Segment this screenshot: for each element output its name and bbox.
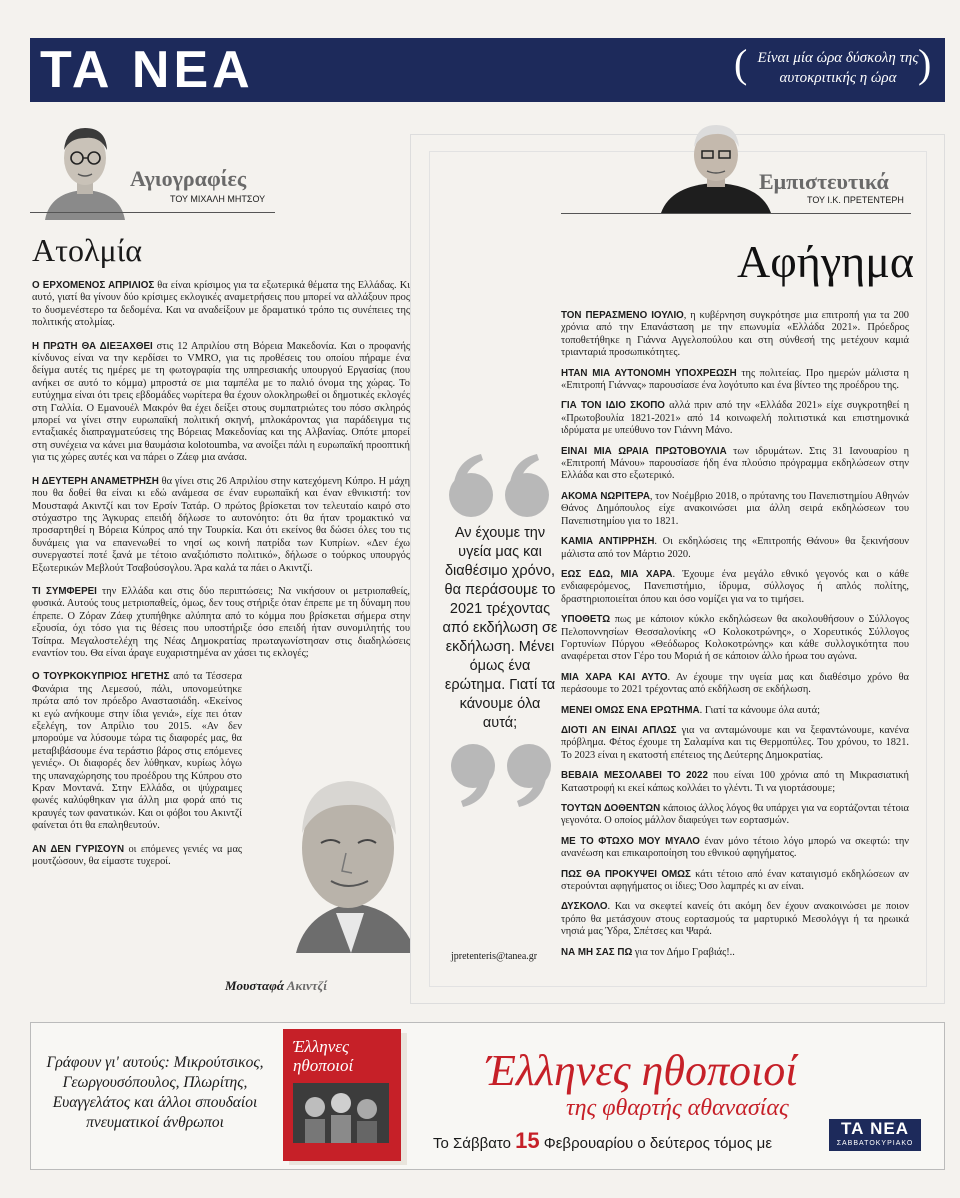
right-column	[410, 134, 945, 1004]
paragraph: ΓΙΑ ΤΟΝ ΙΔΙΟ ΣΚΟΠΟ αλλά πριν από την «Ελλάδα 2021» είχε συγκροτηθεί η «Πρωτοβουλία 1821-2021» από 14 κοινωφελή πολιτιστικά και επιστημονικά ιδρύματα με υπεύθυνο τον Γιάννη Μάνο.	[561, 400, 910, 437]
headline-left: Ατολμία	[32, 232, 143, 268]
pull-quote	[441, 450, 559, 815]
paragraph: ΔΙΟΤΙ ΑΝ ΕΙΝΑΙ ΑΠΛΩΣ για να ανταμώνουμε και να ξεφαντώνουμε, κανένα πρόβλημα. Φέτος έχουμε τη Σαλαμίνα και τις Θερμοπύλες. Του χρόνου, το 1821. Το 2023 είναι η εκατοστή επέτειος της Δεύτερης Δημοκρατίας.	[561, 724, 909, 761]
close-quote-icon	[441, 741, 559, 811]
ta-nea-weekend-logo	[829, 1119, 921, 1151]
headline-right: Αφήγημα	[737, 236, 914, 287]
paren-left: (	[734, 41, 748, 86]
paragraph: Ο ΤΟΥΡΚΟΚΥΠΡΙΟΣ ΗΓΕΤΗΣ από τα Τέσσερα Φανάρια της Λεμεσού, πάλι, υπονομεύτηκε πρώτα από τον πρόεδρο Αναστασιάδη. «Εκείνος κι εγώ ανήκουμε στην ίδια γενιά», είχε πει όταν εξελέγη, τον Απρίλιο του 2015. «Αν δεν μπορούμε να λύσουμε τώρα τις διαφορές μας, θα μεταβιβάσουμε ένα τεράστιο βάρος στις επόμενες γενιές». Οι διαφορές δεν λύθηκαν, κυρίως λόγω της υπαναχώρησης του προέδρου της Κύπρου στο Κραν Μοντανά. Στην Ελλάδα, οι ψύχραιμες φωνές καλύφθηκαν για άλλη μια φορά από τις κραυγές των φανατικών. Και οι φόβοι του Ακιντζί φαίνεται ότι θα επαληθευτούν.	[32, 671, 242, 832]
ad-subtitle: της φθαρτής αθανασίας	[566, 1095, 789, 1121]
divider-left	[30, 212, 275, 213]
article-right	[561, 310, 909, 967]
paragraph: ΠΩΣ ΘΑ ΠΡΟΚΥΨΕΙ ΟΜΩΣ κάτι τέτοιο από έναν καταιγισμό εκδηλώσεων αν στερούνται αφηγήματος οι ίδιες; Όσο λαμπρές κι αν είναι.	[561, 868, 909, 893]
caption-last-name: Ακιντζί	[286, 978, 327, 993]
mini-logo-subtitle: ΣΑΒΒΑΤΟΚΥΡΙΑΚΟ	[836, 1140, 914, 1147]
ad-date-suffix: Φεβρουαρίου ο δεύτερος τόμος με	[543, 1135, 773, 1152]
masthead-tagline: Είναι μία ώρα δύσκολη της αυτοκριτικής η ώρα	[757, 50, 919, 86]
ad-date-number: 15	[515, 1128, 540, 1153]
paragraph: ΝΑ ΜΗ ΣΑΣ ΠΩ για τον Δήμο Γραβιάς!..	[561, 946, 735, 958]
paragraph: ΚΑΜΙΑ ΑΝΤΙΡΡΗΣΗ. Οι εκδηλώσεις της «Επιτροπής Θάνου» θα ξεκινήσουν μάλιστα από τον Μάρτιο 2020.	[561, 536, 909, 560]
photo-caption	[225, 978, 327, 994]
byline-left: ΤΟΥ ΜΙΧΑΛΗ ΜΗΤΣΟΥ	[170, 194, 266, 204]
author-portrait-mitsos	[40, 120, 130, 220]
paragraph: Η ΠΡΩΤΗ ΘΑ ΔΙΕΞΑΧΘΕΙ στις 12 Απριλίου στη Βόρεια Μακεδονία. Και ο προφανής κίνδυνος είναι να την κερδίσει το VMRO, για τις προθέσεις του οποίου πήραμε ένα δείγμα αυτές τις ημέρες με τη φωτογραφία της υπηρεσιακής υπουργού Εργασίας (που ανήκει σε αυτό το κόμμα) μπροστά σε μια ταμπέλα με το παλιό όνομα της χώρας. Το ευτύχημα είναι ότι τρεις εβδομάδες νωρίτερα θα έχουν ολοκληρωθεί οι δημοτικές εκλογές στη Γαλλία. Ο Εμανουέλ Μακρόν θα έχει δείξει στους συμπατριώτες του πόσο σκληρός μπορεί να γίνει στην ευρωπαϊκή πολιτική σκηνή, μπλοκάροντας για παράδειγμα τις ενταξιακές διαπραγματεύσεις της Βόρειας Μακεδονίας και της Αλβανίας. Οπότε μπορεί στη συνέχεια να κάνει μια θαυμάσια kolotoumba, να ανοίξει πάλι η ευρωπαϊκή προοπτική για τις χώρες αυτές και να πάρει ο Ζάεφ μια ανάσα.	[32, 340, 411, 464]
paragraph: ΔΥΣΚΟΛΟ. Και να σκεφτεί κανείς ότι ακόμη δεν έχουν ανακοινώσει με ποιον τρόπο θα μετάσχουν στους εορτασμούς τα μαρτυρικό Μεσολόγγι ή τα ηρωικά νησιά μας Ύδρα, Σπέτσες και Ψαρά.	[561, 901, 909, 938]
column-title-left: Αγιογραφίες	[130, 166, 247, 191]
paragraph: ΜΕ ΤΟ ΦΤΩΧΟ ΜΟΥ ΜΥΑΛΟ έναν μόνο τέτοιο λόγο μπορώ να σκεφτώ: την ανανέωση και επικαιροποίηση του εθνικού αφηγήματος.	[561, 835, 910, 860]
masthead	[30, 38, 945, 102]
paragraph: ΑΚΟΜΑ ΝΩΡΙΤΕΡΑ, τον Νοέμβριο 2018, ο πρύτανης του Πανεπιστημίου Αθηνών Θάνος Δημόπουλος είχε ανακοινώσει μια άλλη σειρά εκδηλώσεων του Πανεπιστημίου για το 1821.	[561, 490, 909, 527]
left-column	[30, 108, 415, 1008]
ad-banner[interactable]	[30, 1022, 945, 1170]
paragraph: ΜΙΑ ΧΑΡΑ ΚΑΙ ΑΥΤΟ. Αν έχουμε την υγεία μας και διαθέσιμο χρόνο θα περάσουμε το 2021 τρέχοντας από εκδήλωση σε εκδήλωση.	[561, 671, 909, 696]
paragraph: ΤΙ ΣΥΜΦΕΡΕΙ την Ελλάδα και στις δύο περιπτώσεις; Να νικήσουν οι μετριοπαθείς, φυσικά. Αυτούς τους μετριοπαθείς, όμως, δεν τους στήριξε όταν έπρεπε με τη δύναμη που έπρεπε. Ο Ζόραν Ζάεφ χτυπήθηκε αλύπητα από το κόμμα που βρίσκεται σήμερα στην εξουσία, όχι τόσο για τις θέσεις που υποστήριξε όσο επειδή ήταν συνομιλητής του Τσίπρα. Μεγαλοστελέχη της Νέας Δημοκρατίας πρωταγωνίστησαν στις διαδηλώσεις εναντίον του. Θα είναι άραγε ευχαριστημένα αν χάσει τις εκλογές;	[32, 585, 410, 659]
ad-title: Έλληνες ηθοποιοί	[486, 1046, 798, 1095]
open-quote-icon	[441, 450, 559, 520]
book-cover	[281, 1027, 411, 1167]
paragraph: ΤΟΝ ΠΕΡΑΣΜΕΝΟ ΙΟΥΛΙΟ, η κυβέρνηση συγκρότησε μια επιτροπή για τα 200 χρόνια από την Επανάσταση με την επωνυμία «Ελλάδα 2021». Πρόεδρος τοποθετήθηκε η Γιάννα Αγγελοπούλου και στη σύνθεσή της μετέχουν καμιά τριανταριά προσωπικότητες.	[561, 310, 909, 359]
paragraph: Η ΔΕΥΤΕΡΗ ΑΝΑΜΕΤΡΗΣΗ θα γίνει στις 26 Απριλίου στην κατεχόμενη Κύπρο. Η μάχη που θα δοθεί θα είναι κι εδώ ανάμεσα σε έναν ευρωπαϊκή και έναν εθνικιστή: τον Μουσταφά Ακιντζί και τον Ερσίν Τατάρ. Ο πρώτος βρίσκεται τον τελευταίο καιρό στο στόχαστρο της Άγκυρας επειδή δήλωσε το αυτονόητο: ότι θα ήταν τρομακτικό να προσαρτηθεί η Βόρεια Κύπρος από την Τουρκία. Και ότι εκείνος θα δώσει όλες του τις δυνάμεις για να επανενωθεί το νησί ως κοινή πατρίδα των Κυπρίων. «Δεν έχω συνεργαστεί ποτέ ξανά με τέτοιο αναξιόπιστο πολιτικό», δήλωσε ο τούρκος υπουργός Εξωτερικών Μεβλούτ Τσαβούσογλου. Άρα καλά τα πάει ο Ακιντζί.	[32, 475, 410, 574]
byline-right: ΤΟΥ Ι.Κ. ΠΡΕΤΕΝΤΕΡΗ	[807, 195, 904, 205]
ad-authors-text: Γράφουν γι' αυτούς: Μικρούτσικος, Γεωργουσόπουλος, Πλωρίτης, Ευαγγελάτος και άλλοι σπουδαίοι πνευματικοί άνθρωποι	[46, 1054, 264, 1131]
paragraph: ΤΟΥΤΩΝ ΔΟΘΕΝΤΩΝ κάποιος άλλος λόγος θα υπάρχει για να εορτάζονται τέτοια γεγονότα. Ο οποίος μάλλον διαφεύγει των εορτασμών.	[561, 803, 909, 827]
paragraph: ΥΠΟΘΕΤΩ πως με κάποιον κύκλο εκδηλώσεων θα ακολουθήσουν ο Σύλλογος Πελοποννησίων Θεσσαλονίκης «Ο Κολοκοτρώνης», ο Χορευτικός Σύλλογος Γορτυνίων Πύργου «Θεόδωρος Κολοκοτρώνης» και κάθε συλλογικότητα που αναφέρεται στον Γέρο του Μοριά ή σε κάποιον άλλο ήρωα του αγώνα.	[561, 614, 909, 663]
divider-right	[561, 213, 911, 214]
ad-date-line	[433, 1128, 772, 1154]
akinci-photo	[276, 763, 421, 953]
mini-logo-title: ΤΑ ΝΕΑ	[840, 1119, 909, 1138]
paragraph: Ο ΕΡΧΟΜΕΝΟΣ ΑΠΡΙΛΙΟΣ θα είναι κρίσιμος για τα εξωτερικά θέματα της Ελλάδας. Κι αυτό, γιατί θα γίνουν δύο κρίσιμες εκλογικές αναμετρήσεις που μπορεί να αλλάξουν προς το δυσμενέστερο τα δεδομένα. Και να αναδείξουν με δραματικό τρόπο τις συνέπειες της πολιτικής ατολμίας.	[32, 280, 410, 329]
ad-date-prefix: Το Σάββατο	[433, 1135, 511, 1152]
author-email: jpretenteris@tanea.gr	[451, 951, 538, 962]
paragraph: ΒΕΒΑΙΑ ΜΕΣΟΛΑΒΕΙ ΤΟ 2022 που είναι 100 χρόνια από τη Μικρασιατική Καταστροφή κι εκεί κάπως κολλάει το γλέντι. Τι να γιορτάσουμε;	[561, 770, 909, 794]
paragraph: ΕΩΣ ΕΔΩ, ΜΙΑ ΧΑΡΑ. Έχουμε ένα μεγάλο εθνικό γεγονός και ο κάθε ενδιαφερόμενος, Πανεπιστήμιο, ίδρυμα, σύλλογος ή απλός πολίτης, δραστηριοποιείται όπου και όσο νομίζει για να το τιμήσει.	[561, 568, 909, 605]
pull-quote-text: Αν έχουμε την υγεία μας και διαθέσιμο χρόνο, θα περάσουμε το 2021 τρέχοντας από εκδήλωση σε εκδήλωση. Μένει όμως ένα ερώτημα. Γιατί τα κάνουμε όλα αυτά;	[442, 525, 558, 731]
paragraph: ΑΝ ΔΕΝ ΓΥΡΙΣΟΥΝ οι επόμενες γενιές να μας μουτζώσουν, θα είμαστε τυχεροί.	[32, 843, 242, 868]
author-portrait-pretenteris	[661, 121, 771, 213]
book-title: Έλληνες ηθοποιοί	[293, 1037, 354, 1075]
paragraph: ΜΕΝΕΙ ΟΜΩΣ ΕΝΑ ΕΡΩΤΗΜΑ. Γιατί τα κάνουμε όλα αυτά;	[561, 704, 821, 716]
paren-right: )	[918, 41, 932, 86]
column-title-right: Εμπιστευτικά	[759, 169, 889, 194]
newspaper-logo: ΤΑ ΝΕΑ	[40, 41, 254, 99]
paragraph: ΕΙΝΑΙ ΜΙΑ ΩΡΑΙΑ ΠΡΩΤΟΒΟΥΛΙΑ των ιδρυμάτων. Στις 31 Ιανουαρίου η «Επιτροπή Μάνου» παρουσίασε ήδη ένα πλούσιο πρόγραμμα εκδηλώσεων στην Ελλάδα και στο εξωτερικό.	[561, 445, 910, 482]
caption-first-name: Μουσταφά	[225, 978, 285, 993]
paragraph: ΗΤΑΝ ΜΙΑ ΑΥΤΟΝΟΜΗ ΥΠΟΧΡΕΩΣΗ της πολιτείας. Προ ημερών μάλιστα η «Επιτροπή Γιάννας» παρουσίασε ένα λογότυπο και ένα βίντεο της προέδρου της.	[561, 367, 909, 392]
